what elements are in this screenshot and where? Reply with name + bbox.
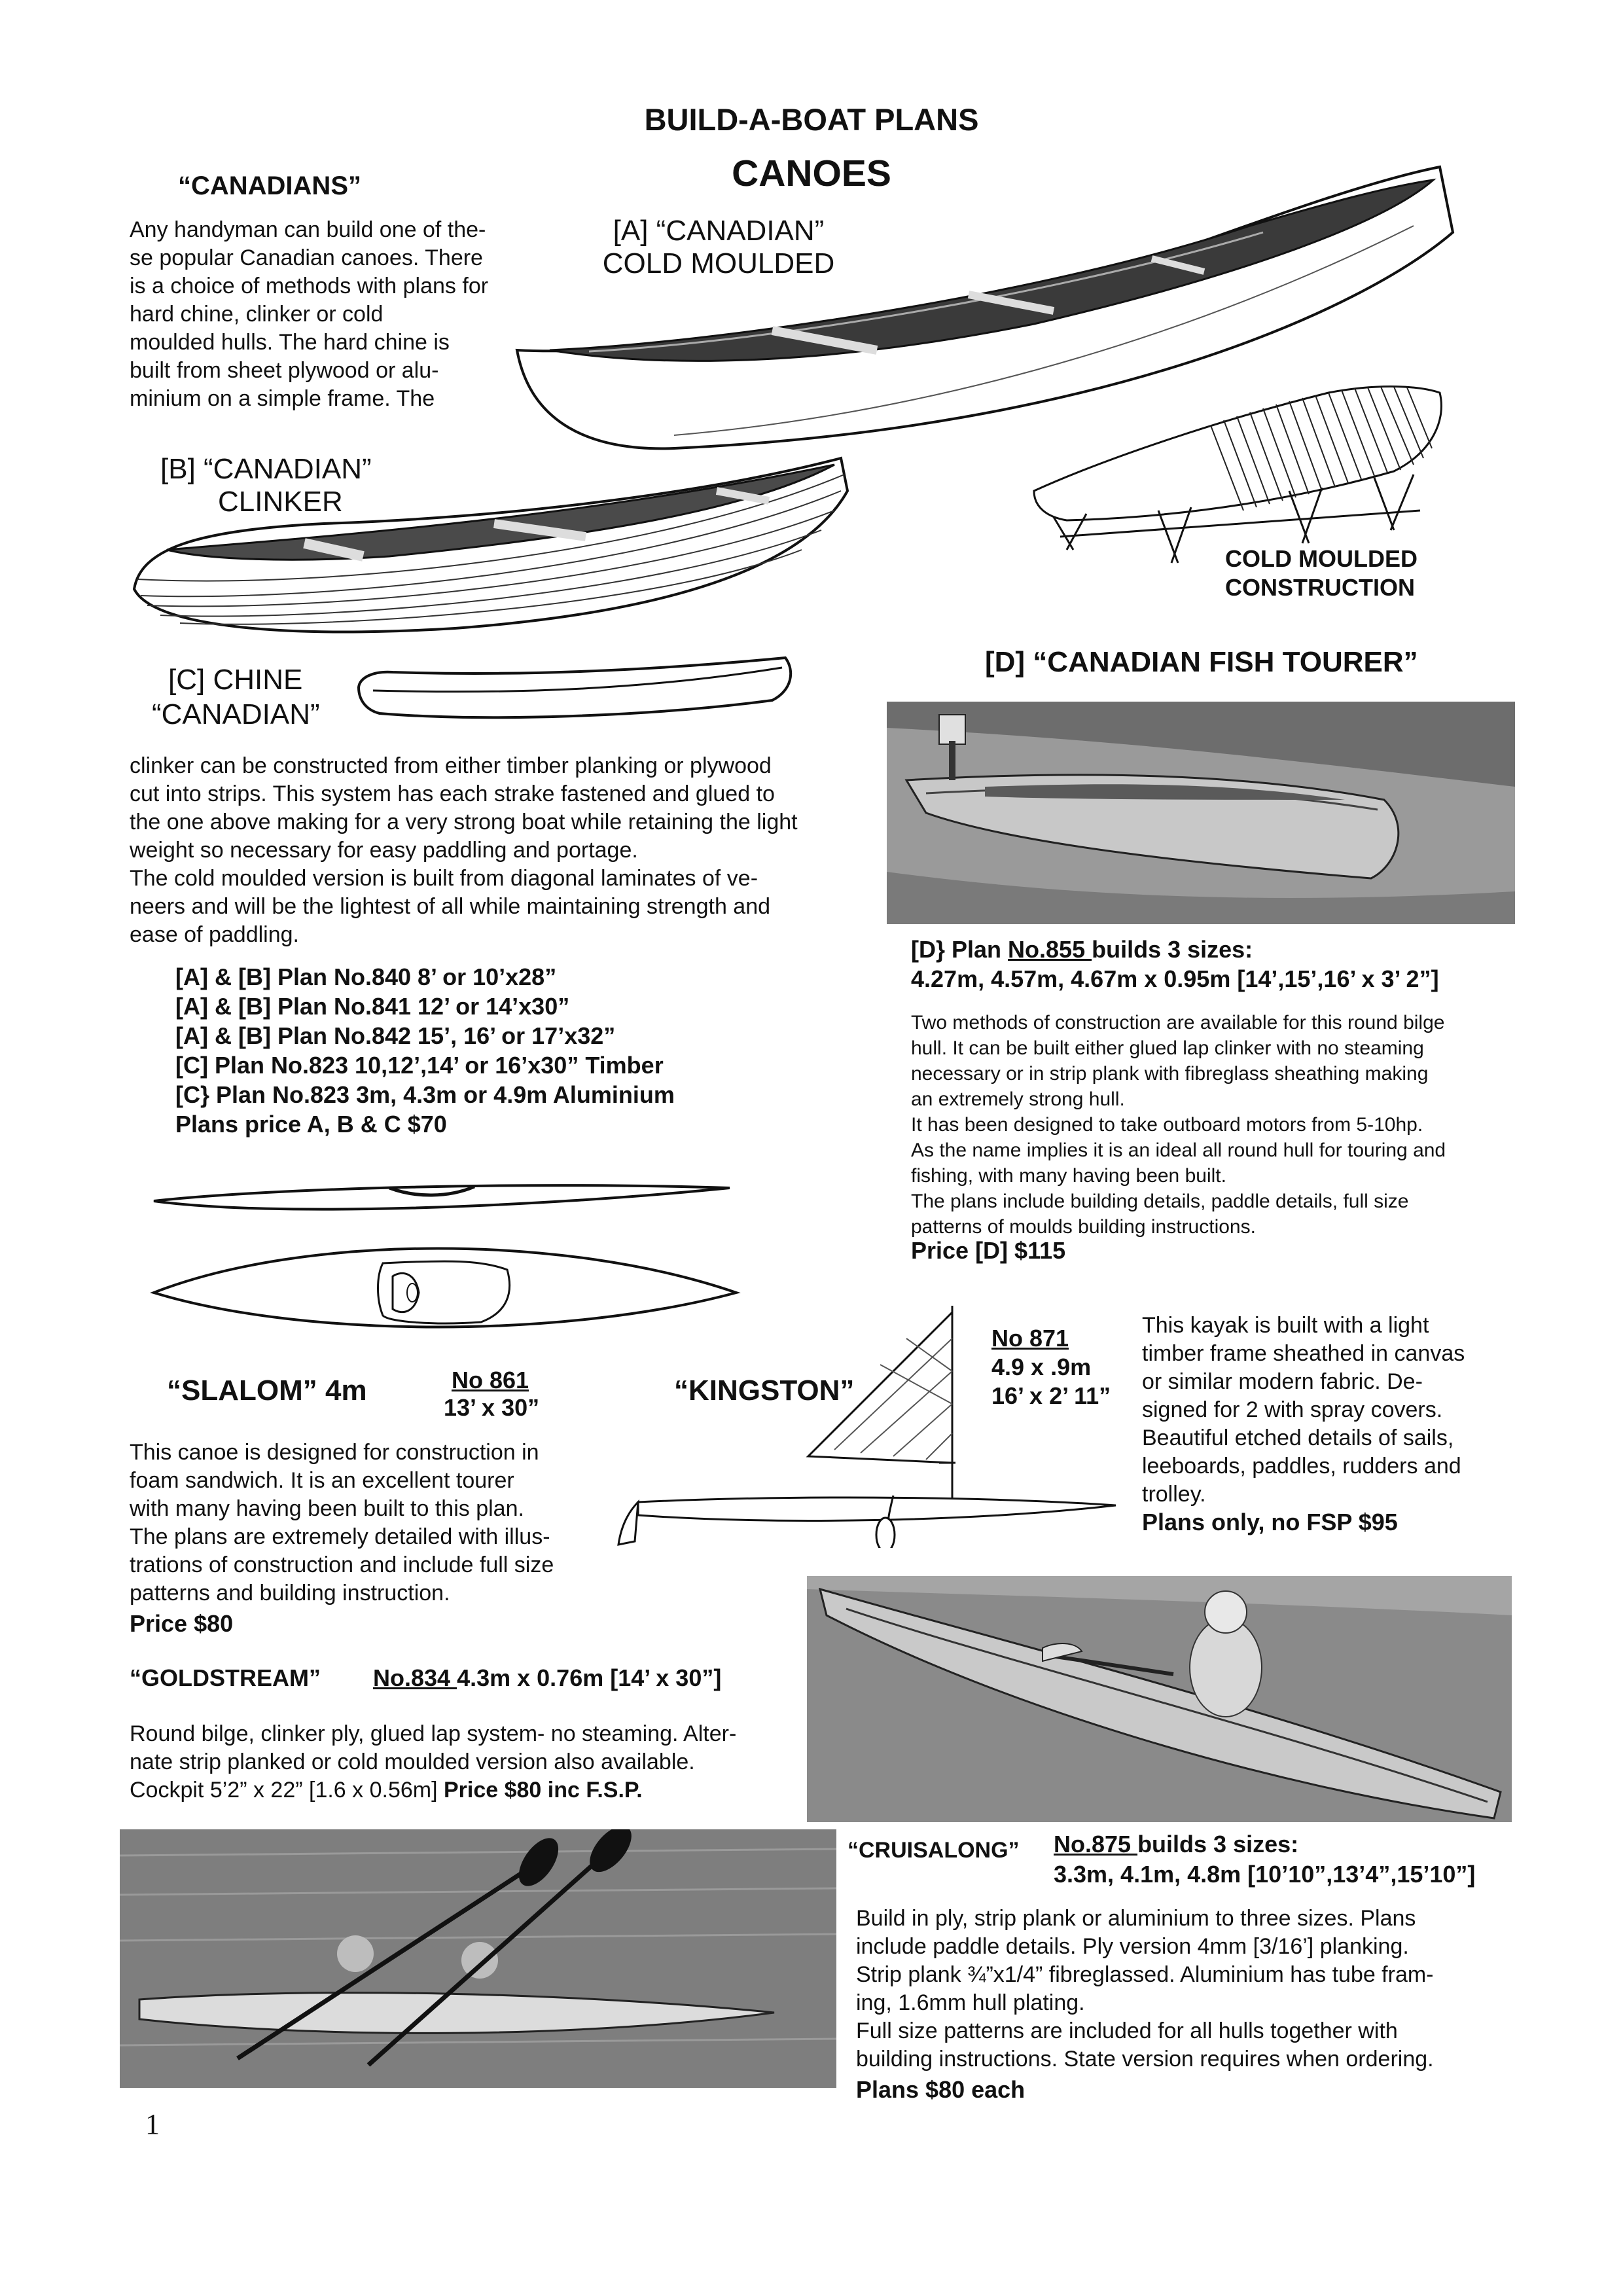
cruisalong-suffix: builds 3 sizes:	[1137, 1831, 1299, 1857]
desc-line: trations of construction and include full size	[130, 1552, 554, 1577]
desc-line: hull. It can be built either glued lap clinker with no steaming	[911, 1037, 1424, 1059]
canadians-intro	[130, 216, 530, 413]
cruisalong-photo	[120, 1829, 836, 2088]
label-c-line1: [C] CHINE	[168, 664, 303, 696]
slalom-desc	[130, 1439, 601, 1607]
plan-price: Plans price A, B & C $70	[175, 1111, 447, 1138]
plan-item: [A] & [B] Plan No.840 8’ or 10’x28”	[175, 963, 557, 990]
desc-line: This kayak is built with a light	[1142, 1313, 1429, 1338]
body-line: weight so necessary for easy paddling and portage.	[130, 838, 638, 863]
page-number: 1	[145, 2108, 160, 2140]
canoe-c-illustration	[353, 651, 798, 726]
goldstream-line	[130, 1664, 721, 1692]
desc-line: foam sandwich. It is an excellent tourer	[130, 1468, 514, 1493]
fish-tourer-desc	[911, 1010, 1503, 1240]
label-b-line1: [B] “CANADIAN”	[160, 453, 372, 485]
label-cold-moulded	[1225, 545, 1418, 602]
desc-line: As the name implies it is an ideal all round hull for touring and	[911, 1139, 1446, 1161]
desc-line: building instructions. State version requires when ordering.	[856, 2047, 1434, 2072]
desc-line: Full size patterns are included for all hulls together with	[856, 2018, 1398, 2043]
body-line: cut into strips. This system has each strake fastened and glued to	[130, 781, 775, 806]
desc-line: trolley.	[1142, 1482, 1206, 1507]
label-a-line2: COLD MOULDED	[602, 247, 835, 279]
page-title: CANOES	[732, 152, 891, 194]
kingston-size1: 4.9 x .9m	[991, 1354, 1092, 1380]
intro-line: se popular Canadian canoes. There	[130, 245, 483, 270]
plan-item: [C] Plan No.823 10,12’,14’ or 16’x30” Timber	[175, 1052, 664, 1079]
plan-item: [C} Plan No.823 3m, 4.3m or 4.9m Aluminium	[175, 1081, 675, 1108]
kingston-size2: 16’ x 2’ 11”	[991, 1382, 1111, 1409]
plan-suffix: builds 3 sizes:	[1092, 936, 1253, 963]
plan-prefix: [D} Plan	[911, 936, 1008, 963]
slalom-heading: “SLALOM” 4m	[167, 1374, 367, 1407]
desc-line: Two methods of construction are available for this round bilge	[911, 1012, 1445, 1033]
cruisalong-sizes: 3.3m, 4.1m, 4.8m [10’10”,13’4”,15’10”]	[1054, 1861, 1476, 1888]
fish-tourer-price: Price [D] $115	[911, 1237, 1066, 1264]
desc-line: with many having been built to this plan.	[130, 1496, 524, 1521]
desc-line: patterns of moulds building instructions.	[911, 1216, 1256, 1238]
desc-line: Beautiful etched details of sails,	[1142, 1426, 1454, 1450]
plan-number: No.855	[1008, 936, 1092, 963]
desc-line: fishing, with many having been built.	[911, 1165, 1226, 1187]
plan-item: [A] & [B] Plan No.841 12’ or 14’x30”	[175, 993, 570, 1020]
fish-tourer-photo	[887, 702, 1515, 924]
slalom-price: Price $80	[130, 1610, 234, 1637]
goldstream-price: Price $80 inc F.S.P.	[443, 1778, 643, 1803]
label-b-line2: CLINKER	[218, 486, 343, 518]
intro-line: moulded hulls. The hard chine is	[130, 330, 450, 355]
body-line: The cold moulded version is built from diagonal laminates of ve-	[130, 866, 758, 891]
desc-line: patterns and building instruction.	[130, 1581, 450, 1605]
fish-tourer-heading: [D] “CANADIAN FISH TOURER”	[985, 646, 1418, 678]
desc-line: signed for 2 with spray covers.	[1142, 1397, 1443, 1422]
desc-line: The plans are extremely detailed with illus-	[130, 1524, 550, 1549]
cruisalong-no: No.875	[1054, 1831, 1138, 1857]
body-line: clinker can be constructed from either timber planking or plywood	[130, 753, 772, 778]
kingston-spec	[991, 1324, 1111, 1410]
desc-line: This canoe is designed for construction in	[130, 1440, 539, 1465]
cold-moulded-illustration	[1027, 380, 1453, 569]
body-line: neers and will be the lightest of all while maintaining strength and	[130, 894, 771, 919]
cruisalong-no-line	[1054, 1829, 1475, 1859]
desc-line: ing, 1.6mm hull plating.	[856, 1990, 1085, 2015]
label-cm-line1: COLD MOULDED	[1225, 545, 1418, 572]
desc-line: It has been designed to take outboard motors from 5-10hp.	[911, 1114, 1423, 1136]
body-line: the one above making for a very strong boat while retaining the light	[130, 810, 798, 834]
label-c-line2: “CANADIAN”	[152, 698, 320, 730]
kingston-no: No 871	[991, 1325, 1069, 1352]
kingston-desc	[1142, 1312, 1515, 1509]
goldstream-cockpit: Cockpit 5’2” x 22” [1.6 x 0.56m]	[130, 1778, 444, 1803]
desc-line: an extremely strong hull.	[911, 1088, 1125, 1110]
goldstream-size: 4.3m x 0.76m [14’ x 30”]	[457, 1664, 722, 1691]
kingston-photo	[807, 1576, 1512, 1822]
intro-line: built from sheet plywood or alu-	[130, 358, 439, 383]
cruisalong-price: Plans $80 each	[856, 2076, 1026, 2103]
desc-line: Strip plank ¾”x1/4” fibreglassed. Aluminium has tube fram-	[856, 1962, 1434, 1987]
goldstream-no: No.834	[373, 1664, 457, 1691]
cruisalong-heading: “CRUISALONG”	[847, 1838, 1020, 1863]
label-c	[152, 662, 320, 732]
desc-line: necessary or in strip plank with fibreglass sheathing making	[911, 1063, 1429, 1085]
intro-line: Any handyman can build one of the-	[130, 217, 486, 242]
intro-line: hard chine, clinker or cold	[130, 302, 383, 327]
desc-line: or similar modern fabric. De-	[1142, 1369, 1423, 1394]
goldstream-heading: “GOLDSTREAM”	[130, 1664, 321, 1691]
fish-tourer-plan-line	[911, 935, 1439, 964]
canadians-body	[130, 752, 876, 949]
canadians-plan-list	[175, 962, 675, 1139]
body-line: ease of paddling.	[130, 922, 299, 947]
desc-line: nate strip planked or cold moulded version also available.	[130, 1749, 695, 1774]
page-supertitle: BUILD-A-BOAT PLANS	[644, 102, 979, 137]
desc-line: Build in ply, strip plank or aluminium to three sizes. Plans	[856, 1906, 1416, 1931]
desc-line: timber frame sheathed in canvas	[1142, 1341, 1465, 1366]
canoe-b-illustration	[128, 452, 861, 635]
desc-line: leeboards, paddles, rudders and	[1142, 1454, 1461, 1479]
cruisalong-spec	[1054, 1829, 1475, 1890]
cruisalong-desc	[856, 1905, 1501, 2073]
desc-line: include paddle details. Ply version 4mm [3/16’] planking.	[856, 1934, 1409, 1959]
fish-tourer-sizes: 4.27m, 4.57m, 4.67m x 0.95m [14’,15’,16’ x 3’ 2”]	[911, 965, 1439, 992]
label-a-line1: [A] “CANADIAN”	[613, 215, 825, 247]
plan-item: [A] & [B] Plan No.842 15’, 16’ or 17’x32”	[175, 1022, 616, 1049]
goldstream-desc	[130, 1720, 797, 1804]
goldstream-cockpit-line	[130, 1776, 797, 1804]
slalom-no: No 861	[452, 1367, 529, 1393]
intro-line: minium on a simple frame. The	[130, 386, 435, 411]
slalom-size: 13’ x 30”	[444, 1394, 540, 1421]
desc-line: Round bilge, clinker ply, glued lap system- no steaming. Alter-	[130, 1721, 737, 1746]
fish-tourer-plan	[911, 935, 1439, 994]
label-cm-line2: CONSTRUCTION	[1225, 574, 1415, 601]
kingston-heading: “KINGSTON”	[674, 1374, 855, 1407]
canadians-heading: “CANADIANS”	[178, 171, 361, 200]
kingston-price: Plans only, no FSP $95	[1142, 1509, 1398, 1535]
desc-line: The plans include building details, paddle details, full size	[911, 1191, 1409, 1212]
intro-line: is a choice of methods with plans for	[130, 274, 489, 298]
